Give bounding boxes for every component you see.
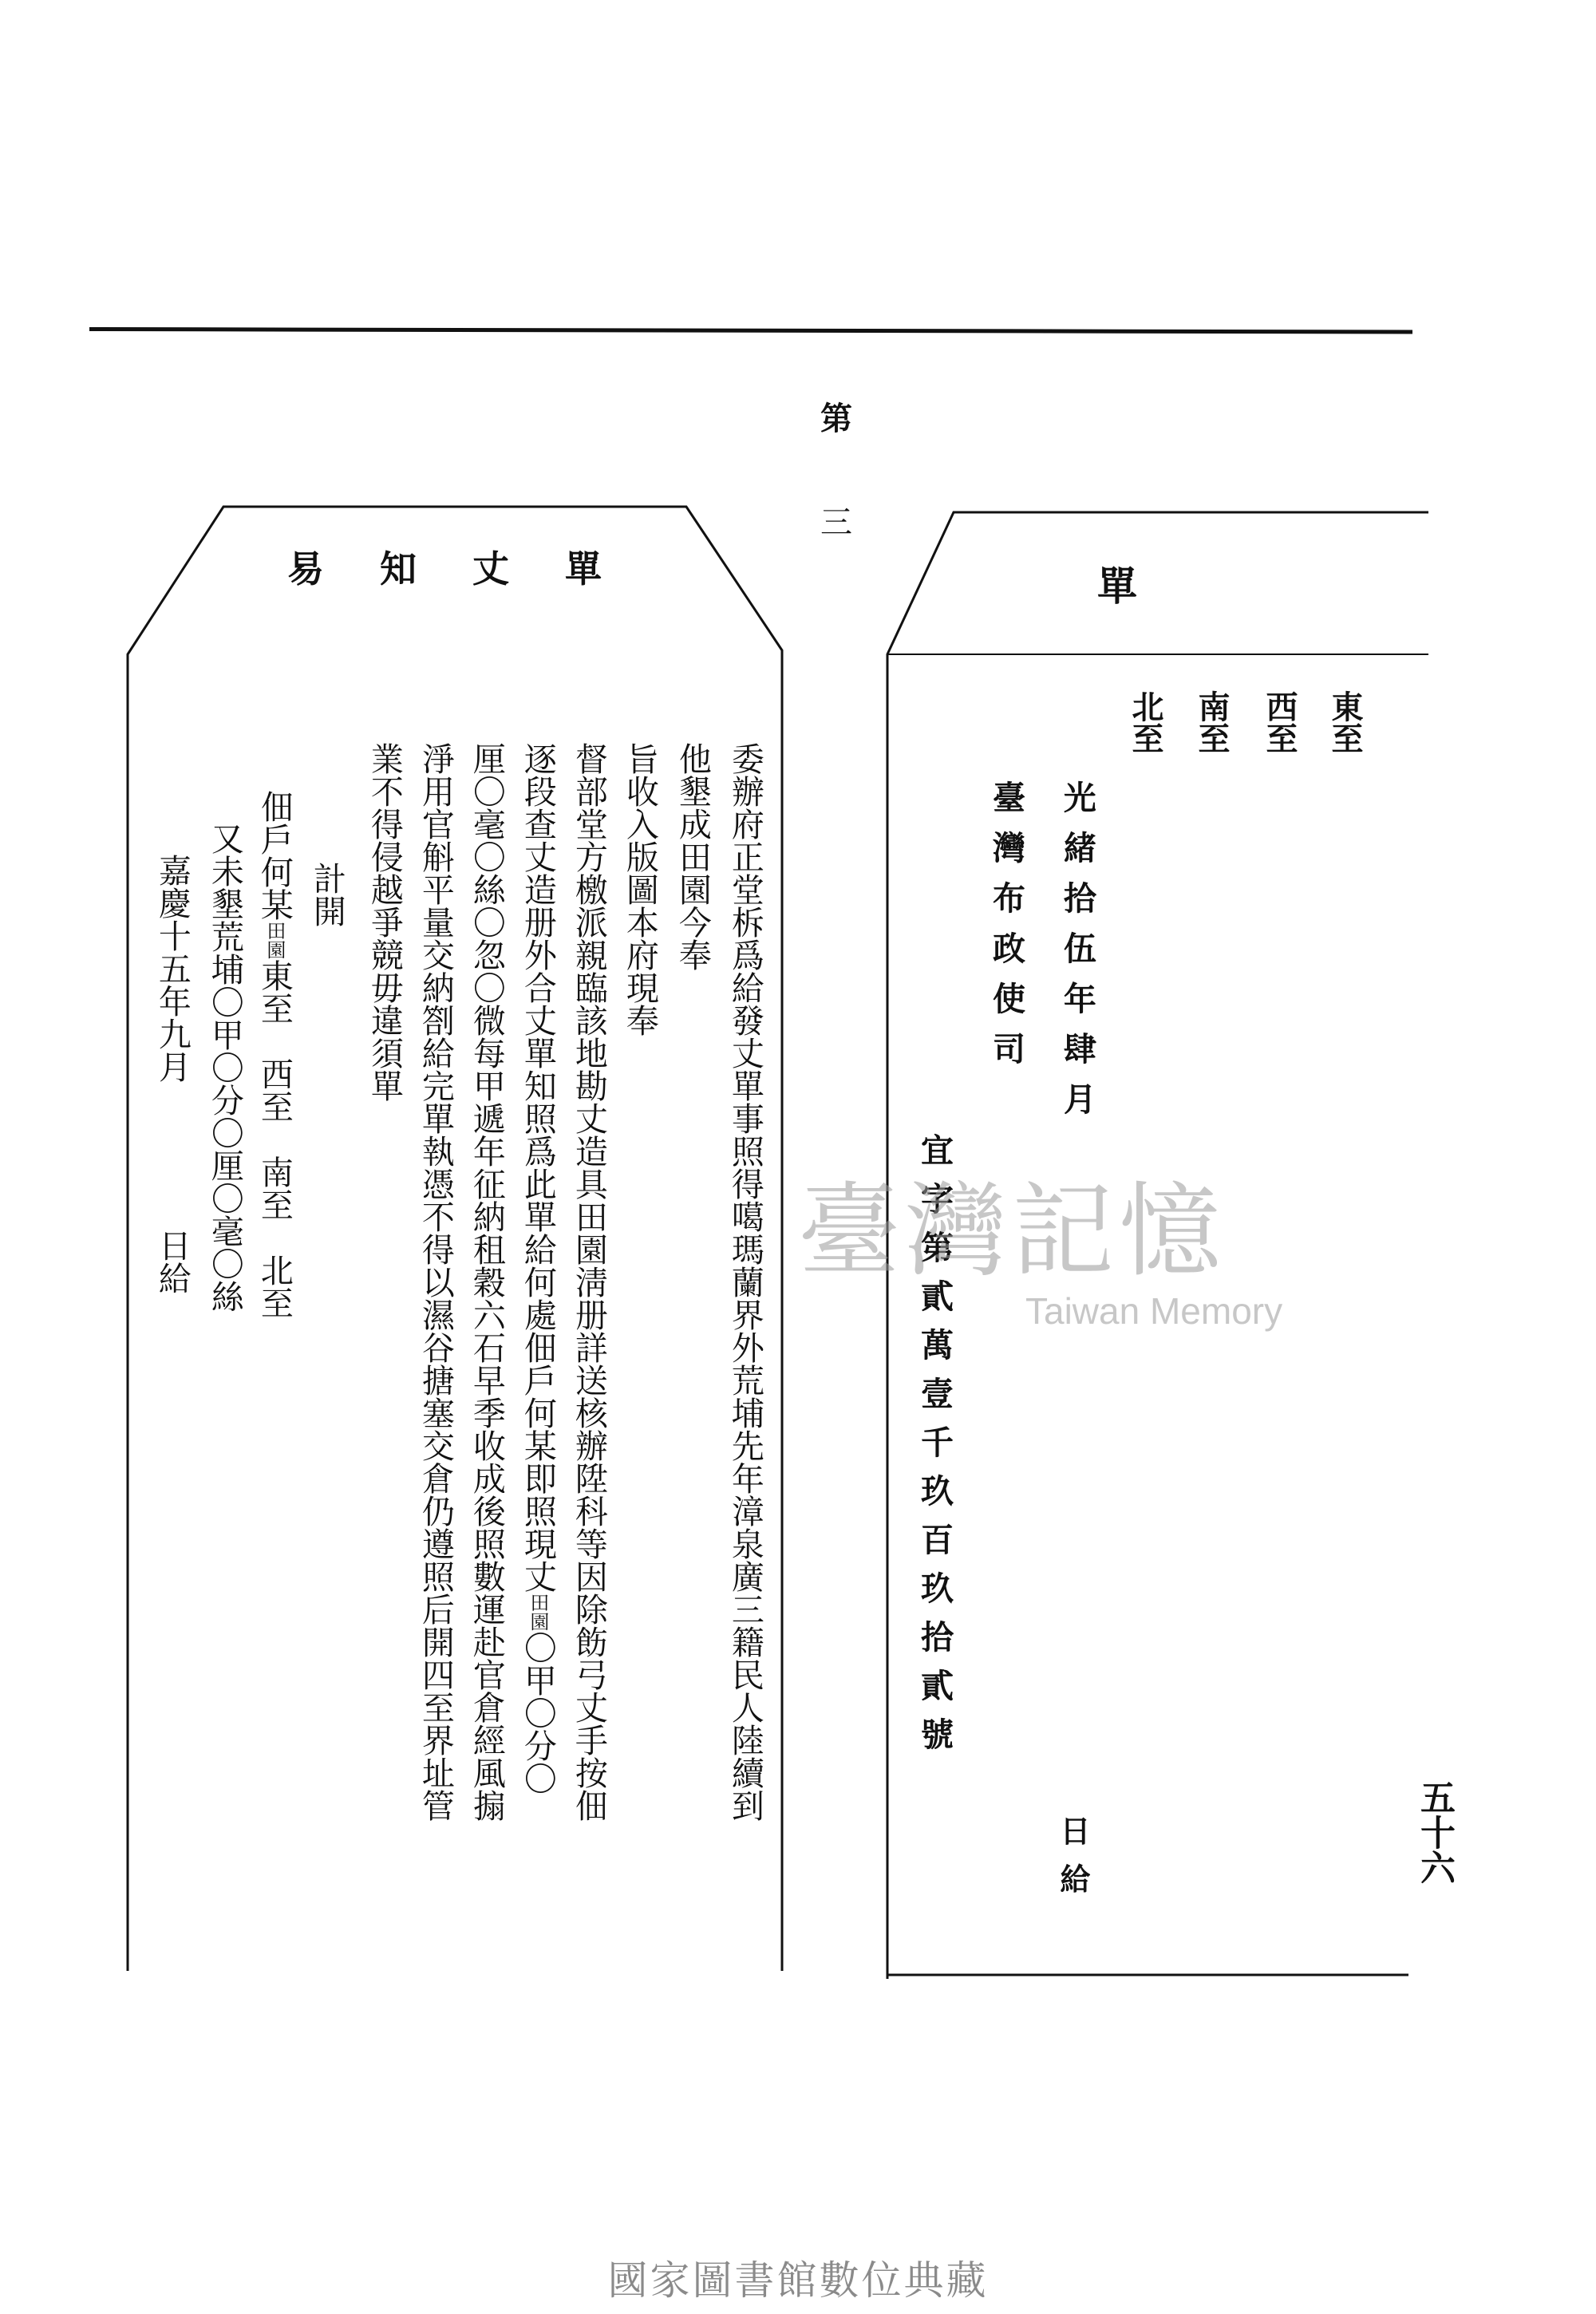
top-rule [89,327,1412,334]
left-col-3: 旨收入版圖本府現奉 [620,742,659,1037]
section-char-1: 第 [820,400,852,437]
left-tenant-tail: 東至 西至 南至 北至 [255,959,294,1319]
left-col-5-tail: 〇甲〇分〇 [518,1631,557,1795]
right-serial: 宜字第貳萬壹千玖百玖拾貳號 [915,1133,954,1766]
left-col-5-text: 逐段查丈造册外合丈單知照爲此單給何處佃戶何某即照現丈 [518,742,557,1593]
left-col-6: 厘〇毫〇絲〇忽〇微每甲遞年征納租穀六石早季收成後照數運赴官倉經風搧 [467,742,506,1822]
footer-credit: 國家圖書館數位典藏 [607,2257,989,2304]
right-date-tail: 日給 [1055,1815,1091,1911]
left-col-1: 委辦府正堂柝爲給發丈單事照得噶瑪蘭界外荒埔先年漳泉廣三籍民人陸續到 [725,742,764,1822]
watermark-logo [798,1149,1293,1333]
left-col-8: 業不得侵越爭競毋違須單 [365,742,404,1102]
left-date-tail: 日給 [152,1229,192,1294]
section-char-2: 三 [820,504,852,541]
left-tenant-head: 佃戶何某 [255,790,294,921]
right-form-title: 單 [1097,563,1137,610]
right-boundary-east: 東至 [1326,690,1364,754]
right-authority: 臺灣布政使司 [987,780,1025,1082]
left-kaikai: 計開 [307,862,346,927]
left-date: 嘉慶十五年九月 [152,854,192,1083]
watermark-zh: 臺灣記憶 [798,1172,1227,1291]
left-col-4: 督部堂方檄派親臨該地勘丈造具田園淸册詳送核辦陞科等因除飭弓丈手按佃 [569,742,608,1822]
left-form-title-text: 易知丈單 [287,547,658,590]
left-form-title [287,547,658,590]
left-tenant-note: 田園 [263,921,286,959]
page-number: 五十六 [1414,1779,1455,1885]
right-boundary-west: 西至 [1261,690,1298,754]
left-col-2: 他墾成田園今奉 [673,742,712,971]
left-tenant-line [255,790,294,1319]
watermark-en: Taiwan Memory [1025,1290,1283,1332]
right-date: 光緒拾伍年肆月 [1057,780,1096,1132]
left-form-body [136,742,774,1891]
right-boundary-south: 南至 [1193,690,1231,754]
left-col-5-note: 田園 [526,1593,549,1631]
section-heading [814,400,859,541]
left-col-7: 淨用官斛平量交納劄給完單執憑不得以濕谷搪塞交倉仍遵照后開四至界址管 [416,742,455,1822]
right-boundary-north: 北至 [1127,690,1164,754]
left-col-5 [518,742,557,1795]
left-wasteland-line: 又未墾荒埔〇甲〇分〇厘〇毫〇絲 [205,822,244,1313]
